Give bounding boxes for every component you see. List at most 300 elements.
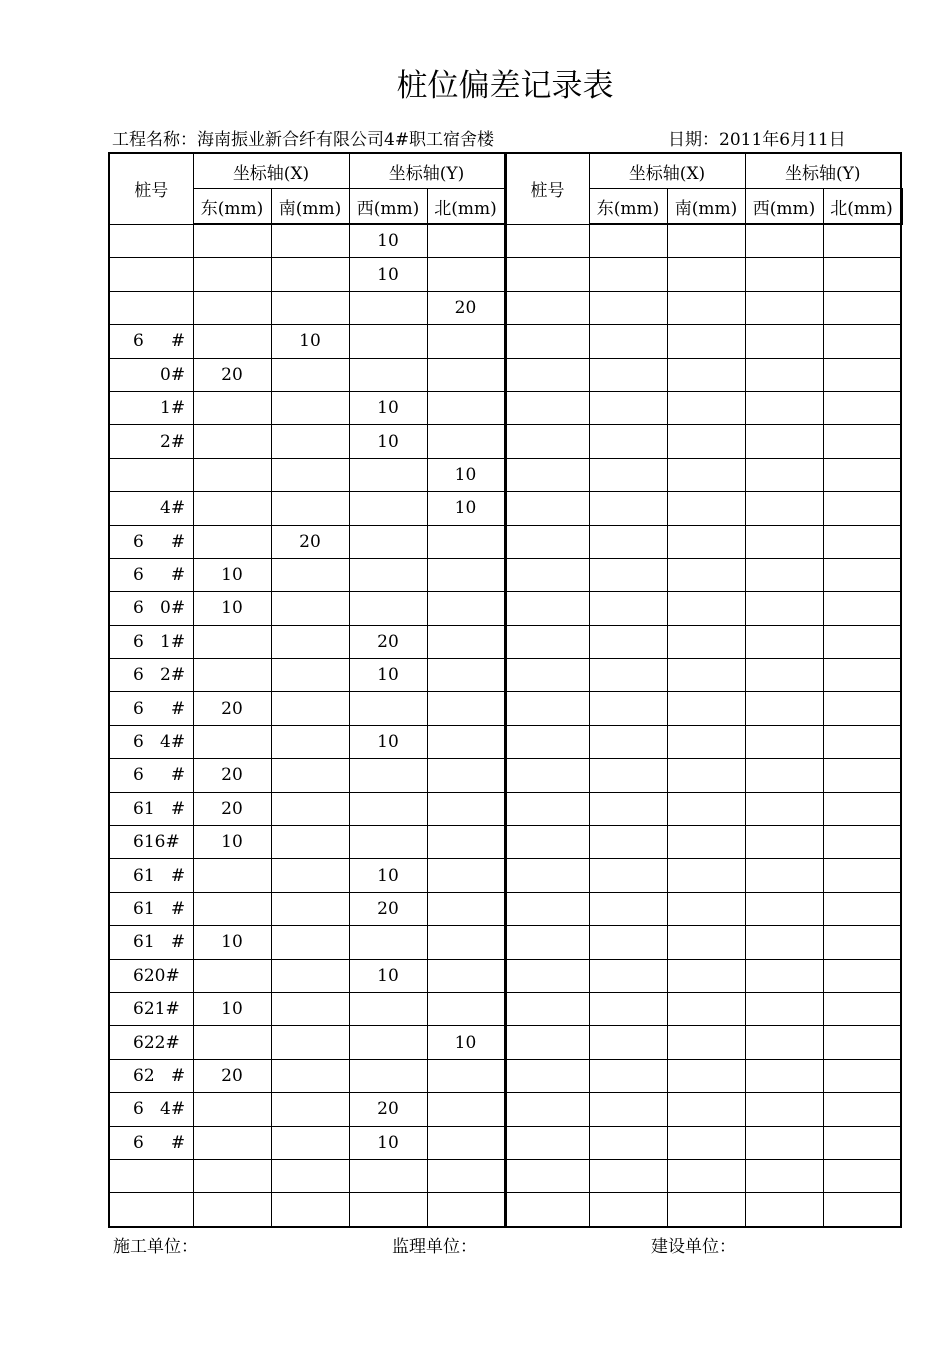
pile-number-cell: 6 # xyxy=(109,759,193,792)
east-cell xyxy=(589,692,667,725)
pile-number-cell: 6 # xyxy=(109,558,193,591)
east-cell xyxy=(589,1026,667,1059)
north-cell xyxy=(823,492,901,525)
north-cell xyxy=(427,926,505,959)
south-cell xyxy=(667,525,745,558)
south-cell xyxy=(667,458,745,491)
west-cell xyxy=(745,592,823,625)
pile-number-cell: 616# xyxy=(109,826,193,859)
north-cell xyxy=(823,358,901,391)
west-cell xyxy=(745,1193,823,1227)
west-cell xyxy=(349,325,427,358)
south-cell xyxy=(271,258,349,291)
west-cell xyxy=(745,458,823,491)
north-cell xyxy=(823,759,901,792)
pile-number-cell xyxy=(109,1193,193,1227)
pile-number-cell: 0# xyxy=(109,358,193,391)
east-cell xyxy=(589,1193,667,1227)
y-axis-header: 坐标轴(Y) xyxy=(745,153,901,189)
south-cell xyxy=(271,725,349,758)
table-row xyxy=(109,692,901,725)
table-body xyxy=(109,224,901,1227)
west-cell xyxy=(745,625,823,658)
north-cell: 10 xyxy=(427,1026,505,1059)
table-row xyxy=(109,1126,901,1159)
north-cell xyxy=(823,859,901,892)
south-cell: 20 xyxy=(271,525,349,558)
pile-number-cell: 61 # xyxy=(109,926,193,959)
south-cell xyxy=(667,725,745,758)
table-row xyxy=(109,992,901,1025)
table-row xyxy=(109,859,901,892)
north-cell xyxy=(427,358,505,391)
west-cell xyxy=(745,1026,823,1059)
pile-number-cell xyxy=(505,659,589,692)
south-cell xyxy=(271,792,349,825)
west-cell xyxy=(745,391,823,424)
table-row xyxy=(109,291,901,324)
south-cell xyxy=(667,558,745,591)
construction-unit-label: 施工单位： xyxy=(113,1237,198,1257)
east-cell xyxy=(589,959,667,992)
west-cell: 10 xyxy=(349,258,427,291)
east-cell xyxy=(589,926,667,959)
north-cell xyxy=(823,1159,901,1192)
pile-number-cell xyxy=(505,1026,589,1059)
north-cell xyxy=(823,992,901,1025)
pile-number-cell xyxy=(505,792,589,825)
north-cell: 10 xyxy=(427,458,505,491)
record-date: 日期：2011年6月11日 xyxy=(668,130,846,150)
east-cell xyxy=(589,525,667,558)
west-cell xyxy=(349,592,427,625)
west-cell xyxy=(745,759,823,792)
north-cell xyxy=(823,258,901,291)
west-cell xyxy=(349,492,427,525)
pile-number-cell xyxy=(109,224,193,258)
south-cell xyxy=(667,391,745,424)
pile-number-cell xyxy=(109,1159,193,1192)
south-cell xyxy=(271,1159,349,1192)
west-cell xyxy=(745,492,823,525)
west-cell xyxy=(745,1159,823,1192)
pile-number-cell xyxy=(505,492,589,525)
pile-number-cell xyxy=(505,592,589,625)
west-cell xyxy=(349,358,427,391)
west-cell: 10 xyxy=(349,1126,427,1159)
west-cell xyxy=(745,826,823,859)
pile-number-cell xyxy=(505,625,589,658)
table-row xyxy=(109,1159,901,1192)
pile-number-cell: 61 # xyxy=(109,859,193,892)
table-row xyxy=(109,325,901,358)
pile-number-cell xyxy=(505,826,589,859)
south-cell xyxy=(667,1059,745,1092)
west-cell xyxy=(745,892,823,925)
west-cell: 10 xyxy=(349,859,427,892)
south-cell xyxy=(271,959,349,992)
north-cell xyxy=(823,525,901,558)
west-cell xyxy=(745,325,823,358)
south-cell xyxy=(271,592,349,625)
west-cell xyxy=(349,759,427,792)
south-cell xyxy=(667,792,745,825)
south-cell xyxy=(667,692,745,725)
east-cell xyxy=(193,425,271,458)
west-cell xyxy=(349,926,427,959)
east-cell xyxy=(589,992,667,1025)
east-cell xyxy=(193,258,271,291)
pile-number-header: 桩号 xyxy=(505,153,589,224)
east-cell xyxy=(193,492,271,525)
east-cell xyxy=(589,1159,667,1192)
south-cell xyxy=(271,492,349,525)
south-cell xyxy=(667,625,745,658)
west-cell xyxy=(745,926,823,959)
west-cell xyxy=(745,425,823,458)
west-cell xyxy=(349,692,427,725)
west-cell xyxy=(349,826,427,859)
east-cell xyxy=(589,291,667,324)
pile-number-cell xyxy=(505,558,589,591)
table-row xyxy=(109,391,901,424)
east-cell xyxy=(193,659,271,692)
north-cell xyxy=(427,558,505,591)
south-cell xyxy=(667,892,745,925)
south-cell xyxy=(667,826,745,859)
project-name: 工程名称：海南振业新合纤有限公司4#职工宿舍楼 xyxy=(112,130,495,150)
south-cell xyxy=(271,692,349,725)
table-row xyxy=(109,1193,901,1227)
table-row xyxy=(109,926,901,959)
west-cell: 20 xyxy=(349,625,427,658)
east-cell xyxy=(589,759,667,792)
east-cell xyxy=(589,592,667,625)
north-cell xyxy=(823,224,901,258)
east-cell: 20 xyxy=(193,692,271,725)
pile-number-cell: 6 # xyxy=(109,525,193,558)
west-cell xyxy=(745,1059,823,1092)
pile-number-cell: 6 2# xyxy=(109,659,193,692)
east-cell xyxy=(589,458,667,491)
pile-number-cell xyxy=(109,458,193,491)
north-header: 北(mm) xyxy=(823,189,901,225)
north-cell xyxy=(427,525,505,558)
east-cell xyxy=(193,625,271,658)
header-row-top xyxy=(109,153,901,189)
pile-number-cell xyxy=(505,291,589,324)
west-cell: 20 xyxy=(349,892,427,925)
pile-number-cell: 621# xyxy=(109,992,193,1025)
pile-number-cell xyxy=(505,425,589,458)
north-cell xyxy=(427,625,505,658)
pile-number-cell: 2# xyxy=(109,425,193,458)
north-cell xyxy=(427,1059,505,1092)
pile-number-cell: 6 0# xyxy=(109,592,193,625)
east-cell xyxy=(589,826,667,859)
pile-number-header: 桩号 xyxy=(109,153,193,224)
north-cell xyxy=(823,725,901,758)
east-cell xyxy=(589,258,667,291)
west-cell xyxy=(745,358,823,391)
east-cell xyxy=(589,558,667,591)
north-cell xyxy=(427,659,505,692)
east-cell xyxy=(589,625,667,658)
east-cell xyxy=(193,1126,271,1159)
east-cell: 10 xyxy=(193,992,271,1025)
pile-number-cell: 6 1# xyxy=(109,625,193,658)
east-cell xyxy=(193,1159,271,1192)
y-axis-header: 坐标轴(Y) xyxy=(349,153,505,189)
table-row xyxy=(109,725,901,758)
pile-number-cell: 6 # xyxy=(109,325,193,358)
west-cell: 10 xyxy=(349,659,427,692)
table-row xyxy=(109,458,901,491)
x-axis-header: 坐标轴(X) xyxy=(589,153,745,189)
east-cell xyxy=(193,391,271,424)
east-cell: 10 xyxy=(193,926,271,959)
south-cell xyxy=(667,926,745,959)
table-row xyxy=(109,892,901,925)
north-cell xyxy=(823,592,901,625)
east-cell xyxy=(589,725,667,758)
north-cell: 10 xyxy=(427,492,505,525)
table-row xyxy=(109,258,901,291)
west-cell: 10 xyxy=(349,959,427,992)
pile-number-cell xyxy=(505,1193,589,1227)
east-cell xyxy=(589,1126,667,1159)
east-cell xyxy=(193,458,271,491)
west-cell xyxy=(349,1159,427,1192)
north-cell xyxy=(823,391,901,424)
south-cell xyxy=(271,558,349,591)
pile-deviation-table xyxy=(108,152,903,1228)
pile-number-cell xyxy=(505,458,589,491)
south-cell xyxy=(667,325,745,358)
south-cell: 10 xyxy=(271,325,349,358)
south-cell xyxy=(667,258,745,291)
pile-number-cell: 61 # xyxy=(109,792,193,825)
north-cell xyxy=(823,1126,901,1159)
east-header: 东(mm) xyxy=(193,189,271,225)
north-cell xyxy=(823,1093,901,1126)
west-cell xyxy=(349,992,427,1025)
west-cell xyxy=(745,224,823,258)
pile-number-cell xyxy=(505,859,589,892)
north-cell xyxy=(823,926,901,959)
south-cell xyxy=(667,358,745,391)
south-cell xyxy=(271,1059,349,1092)
north-cell xyxy=(427,859,505,892)
north-cell xyxy=(427,1126,505,1159)
east-cell: 20 xyxy=(193,1059,271,1092)
table-row xyxy=(109,826,901,859)
pile-number-cell xyxy=(505,525,589,558)
east-cell: 20 xyxy=(193,792,271,825)
north-cell xyxy=(427,759,505,792)
pile-number-cell xyxy=(505,926,589,959)
east-cell xyxy=(589,224,667,258)
pile-number-cell xyxy=(505,759,589,792)
pile-number-cell: 6 4# xyxy=(109,725,193,758)
south-cell xyxy=(271,992,349,1025)
north-cell xyxy=(823,1193,901,1227)
pile-number-cell xyxy=(505,692,589,725)
pile-number-cell xyxy=(505,1126,589,1159)
south-cell xyxy=(271,659,349,692)
north-cell xyxy=(823,425,901,458)
south-cell xyxy=(667,1126,745,1159)
east-cell: 20 xyxy=(193,759,271,792)
west-cell xyxy=(745,525,823,558)
north-cell xyxy=(427,1159,505,1192)
west-cell xyxy=(349,291,427,324)
east-cell: 10 xyxy=(193,826,271,859)
west-cell: 10 xyxy=(349,425,427,458)
north-cell xyxy=(427,792,505,825)
south-cell xyxy=(667,592,745,625)
east-cell xyxy=(589,1059,667,1092)
pile-number-cell xyxy=(505,1059,589,1092)
north-cell xyxy=(427,725,505,758)
table-row xyxy=(109,659,901,692)
east-cell xyxy=(193,1193,271,1227)
pile-number-cell xyxy=(109,291,193,324)
table-row xyxy=(109,1059,901,1092)
owner-unit-label: 建设单位： xyxy=(651,1237,736,1257)
table-row xyxy=(109,492,901,525)
east-cell xyxy=(193,224,271,258)
west-cell xyxy=(745,692,823,725)
north-cell xyxy=(427,959,505,992)
east-cell xyxy=(589,892,667,925)
east-cell xyxy=(193,1093,271,1126)
pile-number-cell xyxy=(505,992,589,1025)
south-cell xyxy=(271,391,349,424)
south-cell xyxy=(271,759,349,792)
west-cell xyxy=(745,558,823,591)
pile-number-cell xyxy=(505,959,589,992)
pile-number-cell xyxy=(505,358,589,391)
west-cell xyxy=(745,291,823,324)
east-cell: 10 xyxy=(193,558,271,591)
table-row xyxy=(109,558,901,591)
north-cell xyxy=(427,325,505,358)
south-cell xyxy=(271,291,349,324)
north-header: 北(mm) xyxy=(427,189,505,225)
north-cell xyxy=(427,992,505,1025)
west-cell xyxy=(745,1093,823,1126)
west-header: 西(mm) xyxy=(745,189,823,225)
west-cell xyxy=(349,458,427,491)
west-cell xyxy=(745,992,823,1025)
north-cell xyxy=(823,826,901,859)
page-title: 桩位偏差记录表 xyxy=(396,68,614,104)
pile-number-cell xyxy=(505,1093,589,1126)
table-row xyxy=(109,625,901,658)
table-row xyxy=(109,759,901,792)
table-row xyxy=(109,959,901,992)
east-cell xyxy=(193,1026,271,1059)
west-cell xyxy=(349,525,427,558)
west-cell xyxy=(745,859,823,892)
north-cell: 20 xyxy=(427,291,505,324)
table-row xyxy=(109,525,901,558)
south-cell xyxy=(667,1093,745,1126)
west-cell xyxy=(745,959,823,992)
east-cell xyxy=(589,859,667,892)
supervision-unit-label: 监理单位： xyxy=(392,1237,477,1257)
west-cell xyxy=(349,1059,427,1092)
south-cell xyxy=(667,659,745,692)
south-cell xyxy=(271,425,349,458)
east-cell xyxy=(589,391,667,424)
west-cell: 10 xyxy=(349,725,427,758)
west-cell: 10 xyxy=(349,391,427,424)
east-cell xyxy=(589,659,667,692)
pile-number-cell: 4# xyxy=(109,492,193,525)
south-cell xyxy=(667,1026,745,1059)
north-cell xyxy=(823,325,901,358)
north-cell xyxy=(823,659,901,692)
south-cell xyxy=(271,1193,349,1227)
pile-number-cell: 6 # xyxy=(109,1126,193,1159)
south-cell xyxy=(271,892,349,925)
east-cell xyxy=(193,725,271,758)
east-header: 东(mm) xyxy=(589,189,667,225)
north-cell xyxy=(823,959,901,992)
north-cell xyxy=(823,625,901,658)
pile-number-cell: 1# xyxy=(109,391,193,424)
west-cell xyxy=(745,1126,823,1159)
north-cell xyxy=(427,425,505,458)
north-cell xyxy=(823,1059,901,1092)
east-cell: 20 xyxy=(193,358,271,391)
west-cell xyxy=(349,1026,427,1059)
pile-number-cell xyxy=(109,258,193,291)
south-cell xyxy=(667,859,745,892)
east-cell xyxy=(589,1093,667,1126)
south-cell xyxy=(667,425,745,458)
table-row xyxy=(109,592,901,625)
west-cell xyxy=(745,792,823,825)
north-cell xyxy=(823,558,901,591)
south-cell xyxy=(667,492,745,525)
north-cell xyxy=(427,1193,505,1227)
north-cell xyxy=(427,892,505,925)
south-cell xyxy=(271,859,349,892)
east-cell xyxy=(589,792,667,825)
table-row xyxy=(109,1026,901,1059)
south-cell xyxy=(667,959,745,992)
south-cell xyxy=(271,1093,349,1126)
west-cell xyxy=(745,258,823,291)
east-cell xyxy=(589,358,667,391)
south-cell xyxy=(667,759,745,792)
pile-number-cell: 620# xyxy=(109,959,193,992)
east-cell xyxy=(589,325,667,358)
north-cell xyxy=(823,458,901,491)
east-cell xyxy=(589,425,667,458)
pile-number-cell xyxy=(505,391,589,424)
north-cell xyxy=(427,224,505,258)
west-cell xyxy=(349,558,427,591)
east-cell xyxy=(193,325,271,358)
north-cell xyxy=(823,892,901,925)
west-cell xyxy=(349,792,427,825)
pile-number-cell xyxy=(505,1159,589,1192)
south-cell xyxy=(271,826,349,859)
